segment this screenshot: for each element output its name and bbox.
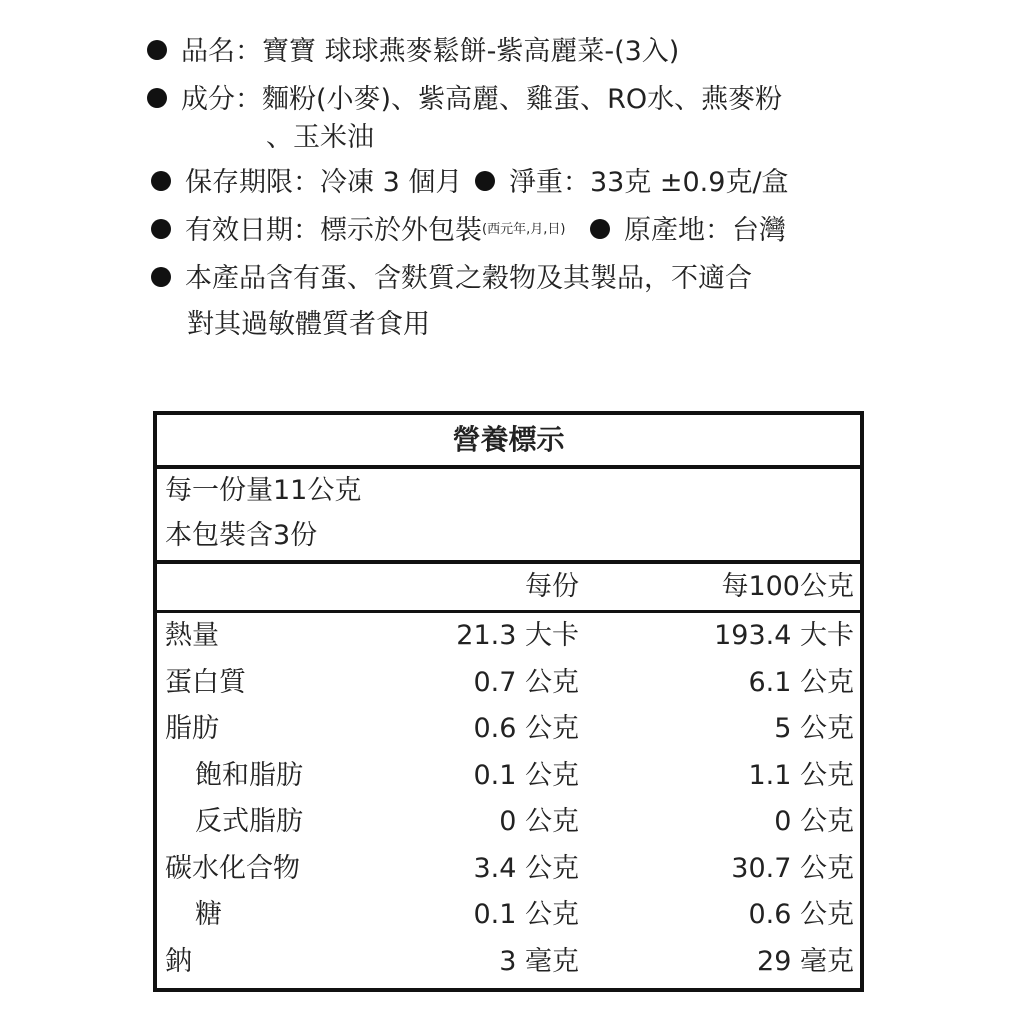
table-row	[157, 892, 860, 938]
product-name-label: 品名：	[181, 36, 262, 67]
origin-value: 台灣	[732, 215, 787, 246]
table-row	[157, 660, 860, 706]
ingredients-value-2: 、玉米油	[266, 122, 374, 153]
serving-size: 每一份量11公克	[165, 475, 362, 506]
nutrition-title: 營養標示	[157, 415, 860, 469]
per-100g-value: 5 公克	[774, 713, 854, 744]
table-row	[157, 753, 860, 799]
per-serving-value: 3 毫克	[499, 945, 579, 977]
expiry-origin-line	[151, 213, 786, 250]
per-100g-value: 29 毫克	[757, 945, 854, 977]
product-name-line	[147, 34, 679, 70]
table-row	[157, 939, 860, 985]
table-row	[157, 799, 860, 845]
per-serving-value: 0.6 公克	[473, 713, 579, 744]
origin-label: 原產地：	[624, 215, 733, 246]
table-row	[157, 846, 860, 892]
nutrient-name: 碳水化合物	[165, 852, 300, 884]
bullet-dot-icon	[590, 219, 610, 239]
expiry-value: 標示於外包裝	[320, 215, 482, 246]
allergen-text-1: 本產品含有蛋、含麩質之穀物及其製品，不適合	[185, 263, 752, 294]
nutrient-name: 糖	[195, 899, 222, 930]
bullet-dot-icon	[151, 171, 171, 191]
per-serving-value: 3.4 公克	[473, 852, 579, 884]
table-row	[157, 613, 860, 659]
per-100g-value: 1.1 公克	[748, 759, 854, 791]
per-100g-value: 0.6 公克	[748, 899, 854, 930]
bullet-dot-icon	[475, 171, 495, 191]
servings-per-pack: 本包裝含3份	[165, 520, 318, 551]
ingredients-continuation	[266, 120, 374, 156]
shelf-value: 冷凍 3 個月	[320, 167, 463, 198]
per-100g-value: 30.7 公克	[731, 852, 854, 884]
bullet-dot-icon	[151, 219, 171, 239]
nutrition-header	[157, 564, 860, 613]
product-info	[0, 0, 1024, 380]
nutrient-name: 反式脂肪	[195, 806, 303, 837]
per-100g-value: 0 公克	[774, 806, 854, 837]
nutrient-name: 熱量	[165, 620, 219, 651]
ingredients-line	[147, 82, 782, 118]
per-serving-value: 0.1 公克	[473, 899, 579, 930]
bullet-dot-icon	[147, 40, 167, 60]
allergen-text-2: 對其過敏體質者食用	[187, 309, 430, 340]
per-100g-value: 193.4 大卡	[714, 620, 854, 651]
expiry-note: (西元年,月,日)	[482, 221, 566, 237]
allergen-continuation	[187, 307, 430, 343]
per-serving-value: 0 公克	[499, 806, 579, 837]
table-row	[157, 706, 860, 752]
per-serving-value: 0.1 公克	[473, 759, 579, 791]
nutrient-name: 蛋白質	[165, 666, 246, 698]
bullet-dot-icon	[147, 88, 167, 108]
per-serving-value: 21.3 大卡	[456, 620, 579, 651]
net-weight-value: 33克 ±0.9克/盒	[589, 167, 789, 198]
per-100g-header: 每100公克	[721, 571, 854, 602]
per-serving-value: 0.7 公克	[473, 666, 579, 698]
per-100g-value: 6.1 公克	[748, 666, 854, 698]
nutrient-name: 鈉	[165, 945, 192, 977]
bullet-dot-icon	[151, 267, 171, 287]
expiry-label: 有效日期：	[185, 215, 320, 246]
nutrient-name: 飽和脂肪	[195, 759, 303, 791]
shelf-weight-line	[151, 165, 789, 201]
ingredients-value: 麵粉(小麥)、紫高麗、雞蛋、RO水、燕麥粉	[262, 84, 783, 115]
allergen-line	[151, 261, 752, 297]
nutrient-name: 脂肪	[165, 713, 219, 744]
ingredients-label: 成分：	[181, 84, 262, 115]
serving-info	[157, 469, 860, 564]
per-serving-header: 每份	[525, 571, 579, 602]
net-weight-label: 淨重：	[508, 167, 590, 198]
shelf-label: 保存期限：	[185, 167, 320, 198]
nutrition-table	[153, 411, 864, 992]
product-name-value: 寶寶 球球燕麥鬆餅-紫高麗菜-(3入)	[262, 36, 680, 67]
